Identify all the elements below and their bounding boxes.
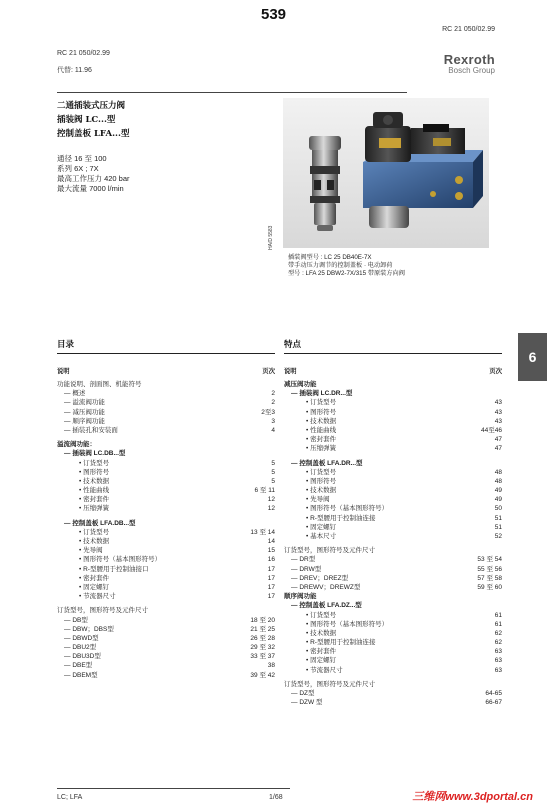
bullet-icon: • bbox=[79, 496, 84, 504]
bullet-icon: • bbox=[79, 593, 84, 601]
dash-icon: — bbox=[291, 699, 300, 707]
features-entry-text: 技术数据 bbox=[310, 417, 337, 425]
features-entry-text: 图形符号 bbox=[310, 408, 337, 416]
toc-entry-page: 29 至 32 bbox=[250, 644, 275, 652]
features-entry-page: 49 bbox=[494, 496, 502, 504]
toc-entry-text: 图形符号 bbox=[83, 468, 110, 476]
toc-entry-text: DBWD型 bbox=[72, 634, 99, 642]
features-entry-text: 固定螺钉 bbox=[310, 657, 337, 665]
features-entry-page: 48 bbox=[494, 477, 502, 485]
features-entry-text: 压缩弹簧 bbox=[310, 445, 337, 453]
toc-entry-text: 插装孔和安装面 bbox=[72, 426, 118, 434]
toc-entry[interactable] bbox=[57, 449, 275, 458]
bullet-icon: • bbox=[79, 547, 84, 555]
features-entry-page: 64-65 bbox=[485, 690, 502, 697]
watermark-text: 三维网www.3dportal.cn bbox=[412, 791, 533, 803]
bullet-icon: • bbox=[79, 459, 84, 467]
features-entry[interactable] bbox=[284, 574, 502, 583]
toc-entry-page: 13 至 14 bbox=[250, 528, 275, 536]
title-block bbox=[57, 99, 129, 141]
toc-page-header: 页次 bbox=[262, 368, 275, 375]
toc-entry-text: 概述 bbox=[72, 390, 86, 398]
features-entry-page: 53 至 54 bbox=[477, 556, 502, 564]
features-entry-text: 图形符号 bbox=[310, 477, 337, 485]
features-entry-text: 插装阀 LC.DR...型 bbox=[299, 390, 353, 398]
title-line-2: 插装阀 LC...型 bbox=[57, 115, 116, 125]
features-entry[interactable] bbox=[284, 698, 502, 707]
dash-icon: — bbox=[64, 390, 73, 398]
spec-pressure: 最高工作压力 420 bar bbox=[57, 174, 130, 183]
features-entry[interactable] bbox=[284, 680, 502, 689]
dash-icon: — bbox=[64, 450, 73, 458]
toc-entry-page: 12 bbox=[267, 505, 275, 513]
brand-logo bbox=[444, 52, 495, 75]
toc-rule bbox=[57, 353, 275, 354]
doc-code-right: RC 21 050/02.99 bbox=[442, 26, 495, 33]
toc-entry-page: 26 至 28 bbox=[250, 634, 275, 642]
toc-entry[interactable] bbox=[57, 459, 275, 468]
features-entry-text: 订货型号 bbox=[310, 468, 337, 476]
bullet-icon: • bbox=[79, 583, 84, 591]
features-entry[interactable] bbox=[284, 495, 502, 504]
toc-entry-page: 3 bbox=[271, 417, 275, 425]
features-desc-header: 说明 bbox=[284, 368, 297, 375]
features-entry-page: 63 bbox=[494, 657, 502, 665]
features-entry-page: 51 bbox=[494, 514, 502, 522]
dash-icon: — bbox=[291, 565, 300, 573]
features-entry[interactable] bbox=[284, 532, 502, 541]
doc-code-left: RC 21 050/02.99 bbox=[57, 50, 110, 57]
toc-entry-text: 减压阀功能 bbox=[72, 408, 105, 416]
features-entry-text: DR型 bbox=[299, 556, 316, 564]
toc-list bbox=[57, 380, 275, 680]
toc-entry-text: 压缩弹簧 bbox=[83, 505, 110, 513]
features-entry[interactable] bbox=[284, 459, 502, 468]
toc-entry[interactable] bbox=[57, 606, 275, 615]
toc-entry[interactable] bbox=[57, 398, 275, 407]
toc-entry[interactable] bbox=[57, 574, 275, 583]
photo-caption-3: 型号 : LFA 25 DBW2-7X/315 带原装方向阀 bbox=[288, 270, 405, 277]
bullet-icon: • bbox=[306, 666, 311, 674]
toc-entry-text: 密封套件 bbox=[83, 496, 110, 504]
features-entry-text: DRW型 bbox=[299, 565, 322, 573]
toc-column-headers bbox=[57, 366, 275, 375]
dash-icon: — bbox=[64, 653, 73, 661]
bullet-icon: • bbox=[79, 487, 84, 495]
features-entry-text: 图形符号（基本图形符号） bbox=[310, 620, 389, 628]
features-entry-text: 订货型号，图形符号及元件尺寸 bbox=[284, 547, 375, 555]
features-entry[interactable] bbox=[284, 435, 502, 444]
features-entry[interactable] bbox=[284, 656, 502, 665]
bullet-icon: • bbox=[79, 528, 84, 536]
bullet-icon: • bbox=[306, 505, 311, 513]
features-entry[interactable] bbox=[284, 426, 502, 435]
features-title: 特点 bbox=[284, 339, 302, 349]
features-entry-page: 47 bbox=[494, 445, 502, 453]
toc-entry-text: 溢流阀功能： bbox=[57, 441, 96, 449]
toc-column bbox=[57, 338, 275, 680]
toc-entry[interactable] bbox=[57, 408, 275, 417]
toc-entry-page: 5 bbox=[271, 477, 275, 485]
features-page-header: 页次 bbox=[489, 368, 502, 375]
bullet-icon: • bbox=[79, 556, 84, 564]
features-entry[interactable] bbox=[284, 408, 502, 417]
features-entry-text: 控制盖板 LFA.DR...型 bbox=[299, 459, 363, 467]
dash-icon: — bbox=[291, 583, 300, 591]
dash-icon: — bbox=[64, 625, 73, 633]
toc-entry[interactable] bbox=[57, 634, 275, 643]
toc-entry-text: DBU2型 bbox=[72, 644, 97, 652]
toc-entry-page: 38 bbox=[267, 662, 275, 670]
features-entry-text: 技术数据 bbox=[310, 629, 337, 637]
toc-entry[interactable] bbox=[57, 519, 275, 528]
bullet-icon: • bbox=[79, 505, 84, 513]
brand-group: Bosch Group bbox=[448, 66, 495, 75]
features-entry[interactable] bbox=[284, 565, 502, 574]
toc-entry-page: 33 至 37 bbox=[250, 653, 275, 661]
photo-side-label: HA/D 5583 bbox=[268, 225, 274, 250]
features-entry[interactable] bbox=[284, 620, 502, 629]
features-entry-text: 密封套件 bbox=[310, 648, 337, 656]
features-entry[interactable] bbox=[284, 583, 502, 592]
features-entry-page: 66-67 bbox=[485, 699, 502, 707]
toc-entry[interactable] bbox=[57, 528, 275, 537]
features-entry-text: DZ型 bbox=[299, 690, 315, 697]
features-rule bbox=[284, 353, 502, 354]
dash-icon: — bbox=[291, 390, 300, 398]
toc-entry-text: 插装阀 LC.DB...型 bbox=[72, 450, 126, 458]
features-entry-text: 先导阀 bbox=[310, 496, 330, 504]
toc-entry-page: 17 bbox=[267, 583, 275, 591]
dash-icon: — bbox=[64, 644, 73, 652]
toc-entry-page: 18 至 20 bbox=[250, 616, 275, 624]
dash-icon: — bbox=[291, 690, 300, 697]
toc-entry-page: 4 bbox=[271, 426, 275, 434]
dash-icon: — bbox=[291, 574, 300, 582]
features-entry[interactable] bbox=[284, 647, 502, 656]
features-entry-page: 59 至 60 bbox=[477, 583, 502, 591]
dash-icon: — bbox=[64, 417, 73, 425]
bullet-icon: • bbox=[79, 574, 84, 582]
section-tab[interactable]: 6 bbox=[518, 333, 547, 381]
toc-entry-text: 节流器尺寸 bbox=[83, 593, 116, 601]
features-entry-page: 43 bbox=[494, 399, 502, 407]
toc-entry-page: 5 bbox=[271, 459, 275, 467]
features-entry-page: 47 bbox=[494, 436, 502, 444]
features-entry[interactable] bbox=[284, 417, 502, 426]
toc-entry-text: 图形符号（基本图形符号） bbox=[83, 556, 162, 564]
features-entry-text: DREV；DREZ型 bbox=[299, 574, 349, 582]
features-entry-text: 密封套件 bbox=[310, 436, 337, 444]
features-entry-text: 图形符号（基本图形符号） bbox=[310, 505, 389, 513]
bullet-icon: • bbox=[306, 648, 311, 656]
bullet-icon: • bbox=[306, 523, 311, 531]
toc-entry[interactable] bbox=[57, 555, 275, 564]
toc-entry[interactable] bbox=[57, 546, 275, 555]
spec-block bbox=[57, 154, 130, 194]
toc-entry-page: 16 bbox=[267, 556, 275, 564]
toc-entry[interactable] bbox=[57, 592, 275, 601]
features-entry[interactable] bbox=[284, 546, 502, 555]
photo-caption bbox=[288, 254, 405, 278]
features-column bbox=[284, 338, 502, 707]
title-line-1: 二通插装式压力阀 bbox=[57, 101, 126, 111]
toc-entry-page: 21 至 25 bbox=[250, 625, 275, 633]
features-entry-text: 节流器尺寸 bbox=[310, 666, 343, 674]
footer-product-code: LC; LFA bbox=[57, 794, 83, 801]
title-rule bbox=[57, 92, 407, 93]
bullet-icon: • bbox=[79, 538, 84, 545]
photo-caption-1: 插装阀型号 : LC 25 DB40E-7X bbox=[288, 254, 372, 261]
toc-entry-text: 溢流阀功能 bbox=[72, 399, 105, 407]
toc-entry[interactable] bbox=[57, 486, 275, 495]
toc-entry-text: 订货型号 bbox=[83, 528, 110, 536]
features-entry[interactable] bbox=[284, 380, 502, 389]
bullet-icon: • bbox=[306, 477, 311, 485]
features-entry[interactable] bbox=[284, 629, 502, 638]
features-entry[interactable] bbox=[284, 689, 502, 698]
features-entry[interactable] bbox=[284, 486, 502, 495]
features-entry[interactable] bbox=[284, 398, 502, 407]
toc-entry-page: 2至3 bbox=[261, 408, 275, 416]
toc-entry-text: 先导阀 bbox=[83, 547, 103, 555]
features-entry-page: 61 bbox=[494, 620, 502, 628]
bullet-icon: • bbox=[79, 565, 84, 573]
toc-entry[interactable] bbox=[57, 661, 275, 670]
features-entry-text: 技术数据 bbox=[310, 487, 337, 495]
toc-entry-page: 2 bbox=[271, 390, 275, 398]
toc-entry-page: 6 至 11 bbox=[254, 487, 275, 495]
toc-entry[interactable] bbox=[57, 625, 275, 634]
features-entry[interactable] bbox=[284, 592, 502, 601]
toc-entry[interactable] bbox=[57, 565, 275, 574]
bullet-icon: • bbox=[306, 639, 311, 647]
dash-icon: — bbox=[64, 671, 73, 679]
features-entry-page: 44至46 bbox=[481, 426, 502, 434]
toc-entry[interactable] bbox=[57, 652, 275, 661]
toc-entry-text: 订货型号 bbox=[83, 459, 110, 467]
features-entry-text: 固定螺钉 bbox=[310, 523, 337, 531]
toc-entry-text: DBEM型 bbox=[72, 671, 98, 679]
bullet-icon: • bbox=[79, 468, 84, 476]
features-entry-text: 订货型号 bbox=[310, 399, 337, 407]
toc-entry-page: 17 bbox=[267, 593, 275, 601]
brand-name: Rexroth bbox=[443, 52, 495, 67]
toc-entry[interactable] bbox=[57, 468, 275, 477]
toc-entry-page: 5 bbox=[271, 468, 275, 476]
features-entry-page: 49 bbox=[494, 487, 502, 495]
dash-icon: — bbox=[64, 616, 73, 624]
bullet-icon: • bbox=[306, 426, 311, 434]
footer-rule bbox=[57, 788, 290, 789]
features-entry-text: 减压阀功能 bbox=[284, 381, 317, 388]
bullet-icon: • bbox=[306, 514, 311, 522]
features-entry-page: 55 至 56 bbox=[477, 565, 502, 573]
toc-entry[interactable] bbox=[57, 495, 275, 504]
features-entry-page: 57 至 58 bbox=[477, 574, 502, 582]
toc-entry[interactable] bbox=[57, 417, 275, 426]
toc-entry-page: 15 bbox=[267, 547, 275, 555]
features-entry-text: R-型腰用于控制油连接 bbox=[310, 514, 376, 522]
bullet-icon: • bbox=[306, 657, 311, 665]
dash-icon: — bbox=[64, 519, 73, 527]
toc-entry-text: 性能曲线 bbox=[83, 487, 110, 495]
features-entry-page: 50 bbox=[494, 505, 502, 513]
dash-icon: — bbox=[291, 556, 300, 564]
toc-entry-text: 固定螺钉 bbox=[83, 583, 110, 591]
dash-icon: — bbox=[64, 662, 73, 670]
features-entry[interactable] bbox=[284, 601, 502, 610]
features-entry-page: 61 bbox=[494, 611, 502, 619]
toc-desc-header: 说明 bbox=[57, 368, 70, 375]
features-entry-text: R-型腰用于控制油连接 bbox=[310, 639, 376, 647]
spec-series: 系列 6X ; 7X bbox=[57, 164, 99, 173]
features-entry-text: 订货型号，图形符号及元件尺寸 bbox=[284, 680, 375, 688]
valve-illustration bbox=[283, 98, 489, 248]
toc-entry[interactable] bbox=[57, 426, 275, 435]
toc-entry[interactable] bbox=[57, 616, 275, 625]
toc-entry-text: 订货型号，图形符号及元件尺寸 bbox=[57, 607, 148, 615]
features-entry-page: 63 bbox=[494, 666, 502, 674]
toc-entry-text: 技术数据 bbox=[83, 538, 110, 545]
dash-icon: — bbox=[64, 426, 73, 434]
toc-entry-page: 14 bbox=[267, 538, 275, 545]
toc-title: 目录 bbox=[57, 339, 75, 349]
features-entry[interactable] bbox=[284, 504, 502, 513]
bullet-icon: • bbox=[306, 399, 311, 407]
toc-entry-page: 12 bbox=[267, 496, 275, 504]
bullet-icon: • bbox=[306, 611, 311, 619]
toc-entry-text: 技术数据 bbox=[83, 477, 110, 485]
toc-entry-text: 功能说明、剖面图、机能符号 bbox=[57, 381, 142, 388]
features-entry-page: 62 bbox=[494, 639, 502, 647]
features-entry[interactable] bbox=[284, 444, 502, 453]
bullet-icon: • bbox=[306, 629, 311, 637]
bullet-icon: • bbox=[306, 417, 311, 425]
toc-entry[interactable] bbox=[57, 389, 275, 398]
photo-caption-2: 带手动压力调节的控制盖板 · 电动卸荷 bbox=[288, 262, 393, 269]
bullet-icon: • bbox=[306, 436, 311, 444]
product-photo bbox=[283, 98, 489, 248]
features-entry-text: 基本尺寸 bbox=[310, 533, 337, 540]
dash-icon: — bbox=[291, 459, 300, 467]
toc-entry-text: DBE型 bbox=[72, 662, 93, 670]
toc-entry[interactable] bbox=[57, 504, 275, 513]
toc-entry-page: 2 bbox=[271, 399, 275, 407]
footer-page-count: 1/68 bbox=[269, 794, 283, 801]
features-entry[interactable] bbox=[284, 514, 502, 523]
toc-entry-text: 密封套件 bbox=[83, 574, 110, 582]
spec-flow: 最大流量 7000 l/min bbox=[57, 184, 124, 193]
spec-size: 通径 16 至 100 bbox=[57, 154, 107, 163]
bullet-icon: • bbox=[306, 533, 311, 540]
features-entry[interactable] bbox=[284, 389, 502, 398]
dash-icon: — bbox=[64, 408, 73, 416]
dash-icon: — bbox=[64, 634, 73, 642]
dash-icon: — bbox=[64, 399, 73, 407]
features-entry-page: 62 bbox=[494, 629, 502, 637]
features-entry-page: 52 bbox=[494, 533, 502, 540]
toc-entry[interactable] bbox=[57, 380, 275, 389]
features-entry-page: 51 bbox=[494, 523, 502, 531]
features-entry[interactable] bbox=[284, 638, 502, 647]
toc-entry-page: 17 bbox=[267, 565, 275, 573]
features-entry[interactable] bbox=[284, 468, 502, 477]
features-entry-page: 63 bbox=[494, 648, 502, 656]
toc-entry[interactable] bbox=[57, 583, 275, 592]
toc-entry-text: 控制盖板 LFA.DB...型 bbox=[72, 519, 136, 527]
bullet-icon: • bbox=[306, 468, 311, 476]
features-entry-page: 43 bbox=[494, 417, 502, 425]
bullet-icon: • bbox=[306, 487, 311, 495]
toc-entry-page: 39 至 42 bbox=[250, 671, 275, 679]
page-number: 539 bbox=[260, 6, 287, 23]
features-entry[interactable] bbox=[284, 666, 502, 675]
dash-icon: — bbox=[291, 602, 300, 610]
bullet-icon: • bbox=[306, 408, 311, 416]
features-entry[interactable] bbox=[284, 477, 502, 486]
features-entry-text: DREWV；DREWZ型 bbox=[299, 583, 361, 591]
toc-entry[interactable] bbox=[57, 477, 275, 486]
features-entry-text: 订货型号 bbox=[310, 611, 337, 619]
toc-entry[interactable] bbox=[57, 537, 275, 546]
features-entry-page: 43 bbox=[494, 408, 502, 416]
toc-entry-text: DBW；DBS型 bbox=[72, 625, 114, 633]
bullet-icon: • bbox=[306, 496, 311, 504]
features-column-headers bbox=[284, 366, 502, 375]
toc-entry-text: DB型 bbox=[72, 616, 88, 624]
features-entry-text: 性能曲线 bbox=[310, 426, 337, 434]
bullet-icon: • bbox=[306, 445, 311, 453]
toc-entry[interactable] bbox=[57, 440, 275, 449]
bullet-icon: • bbox=[79, 477, 84, 485]
features-entry-text: DZW 型 bbox=[299, 699, 323, 707]
toc-entry-page: 17 bbox=[267, 574, 275, 582]
title-line-3: 控制盖板 LFA...型 bbox=[57, 129, 130, 139]
toc-entry-text: 顺序阀功能 bbox=[72, 417, 105, 425]
features-list bbox=[284, 380, 502, 707]
features-entry-text: 顺序阀功能 bbox=[284, 593, 317, 601]
features-entry[interactable] bbox=[284, 555, 502, 564]
features-entry[interactable] bbox=[284, 523, 502, 532]
features-entry-text: 控制盖板 LFA.DZ...型 bbox=[299, 602, 362, 610]
toc-entry[interactable] bbox=[57, 643, 275, 652]
features-entry[interactable] bbox=[284, 611, 502, 620]
replaces-note: 代替: 11.96 bbox=[57, 67, 92, 74]
toc-entry[interactable] bbox=[57, 671, 275, 680]
bullet-icon: • bbox=[306, 620, 311, 628]
toc-entry-text: R-型腰用于控制油接口 bbox=[83, 565, 149, 573]
features-entry-page: 48 bbox=[494, 468, 502, 476]
toc-entry-text: DBU3D型 bbox=[72, 653, 101, 661]
